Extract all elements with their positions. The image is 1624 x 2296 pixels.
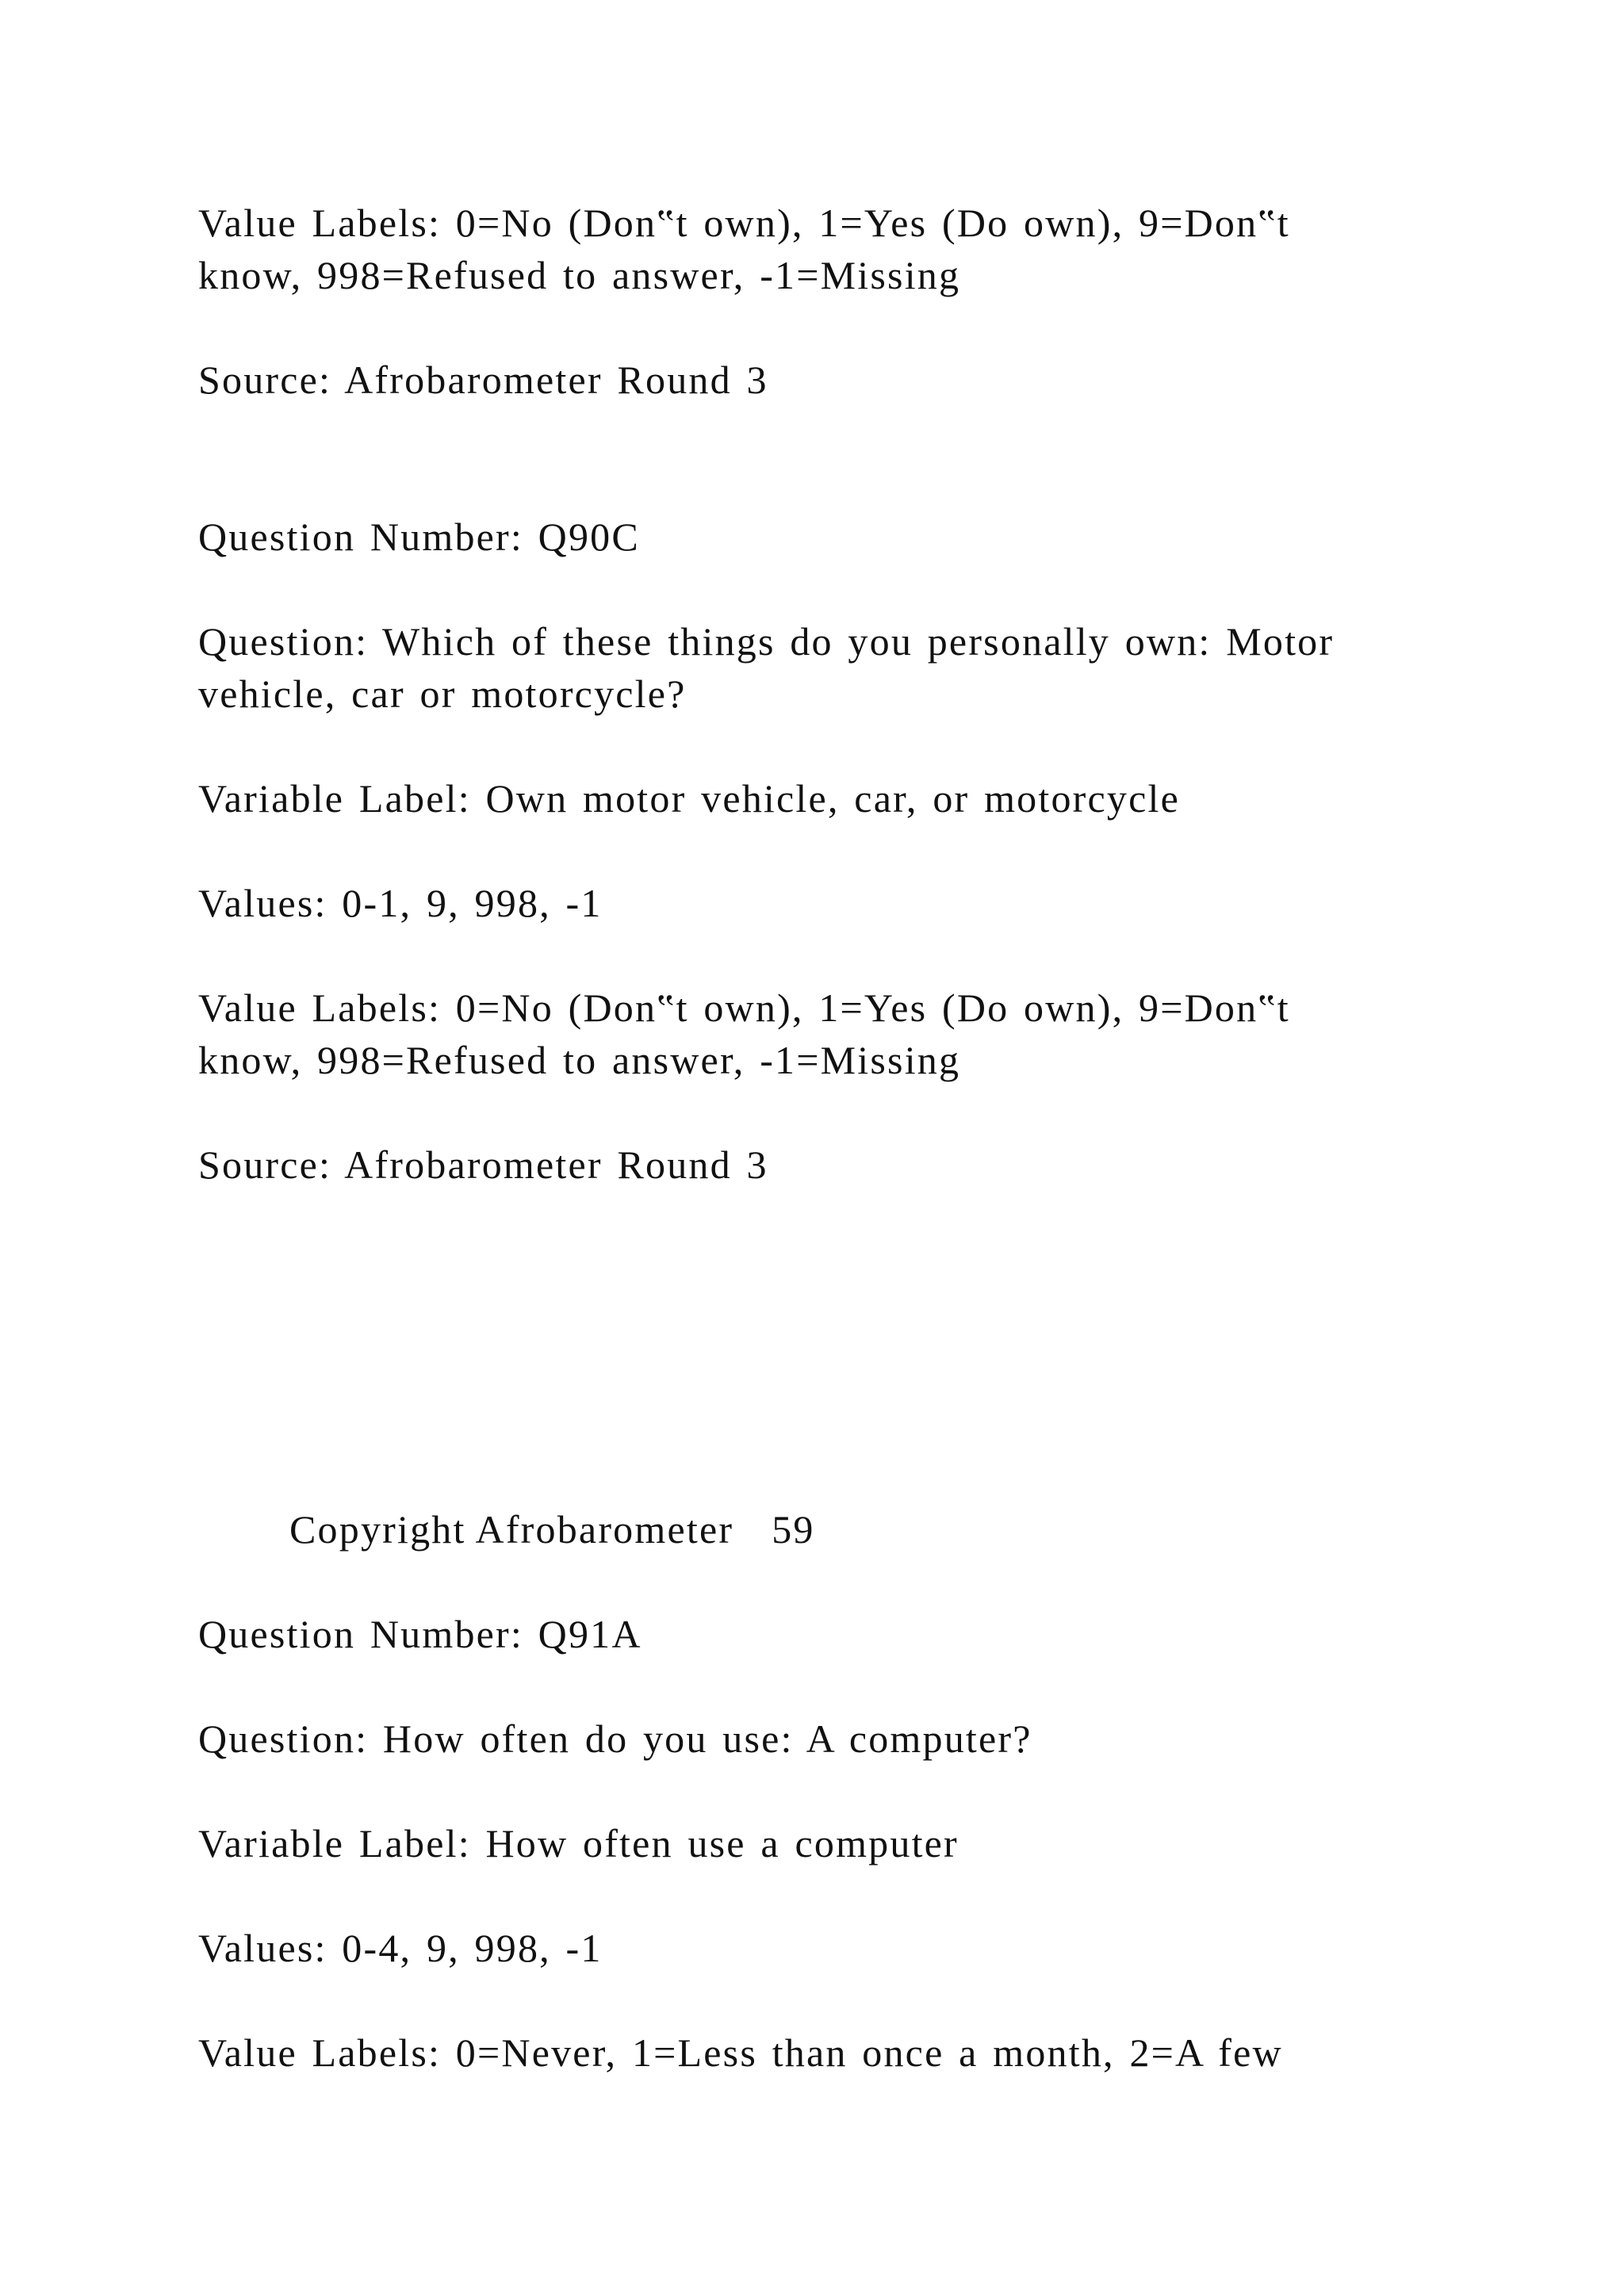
variable-label: Variable Label: How often use a computer bbox=[198, 1821, 959, 1866]
value-labels-line: know, 998=Refused to answer, -1=Missing bbox=[198, 253, 961, 297]
value-labels-line: know, 998=Refused to answer, -1=Missing bbox=[198, 1038, 961, 1082]
value-labels-line: Value Labels: 0=No (Don‟t own), 1=Yes (Do own), 9=Don‟t bbox=[198, 201, 1290, 245]
value-labels-line: Value Labels: 0=No (Don‟t own), 1=Yes (Do own), 9=Don‟t bbox=[198, 985, 1290, 1030]
copyright-text: Copyright Afrobarometer bbox=[289, 1507, 734, 1552]
page-number: 59 bbox=[772, 1507, 815, 1552]
source-line: Source: Afrobarometer Round 3 bbox=[198, 1142, 768, 1187]
values-line: Values: 0-4, 9, 998, -1 bbox=[198, 1926, 603, 1970]
question-text-line: Question: How often do you use: A computer? bbox=[198, 1716, 1032, 1761]
value-labels-line: Value Labels: 0=Never, 1=Less than once a month, 2=A few bbox=[198, 2030, 1283, 2075]
values-line: Values: 0-1, 9, 998, -1 bbox=[198, 881, 603, 925]
source-line: Source: Afrobarometer Round 3 bbox=[198, 358, 768, 402]
page-footer bbox=[289, 1503, 815, 1556]
question-number: Question Number: Q90C bbox=[198, 515, 640, 559]
variable-label: Variable Label: Own motor vehicle, car, or motorcycle bbox=[198, 776, 1180, 821]
question-number: Question Number: Q91A bbox=[198, 1612, 642, 1656]
question-text-line: Question: Which of these things do you personally own: Motor bbox=[198, 619, 1335, 664]
question-text-line: vehicle, car or motorcycle? bbox=[198, 672, 687, 716]
